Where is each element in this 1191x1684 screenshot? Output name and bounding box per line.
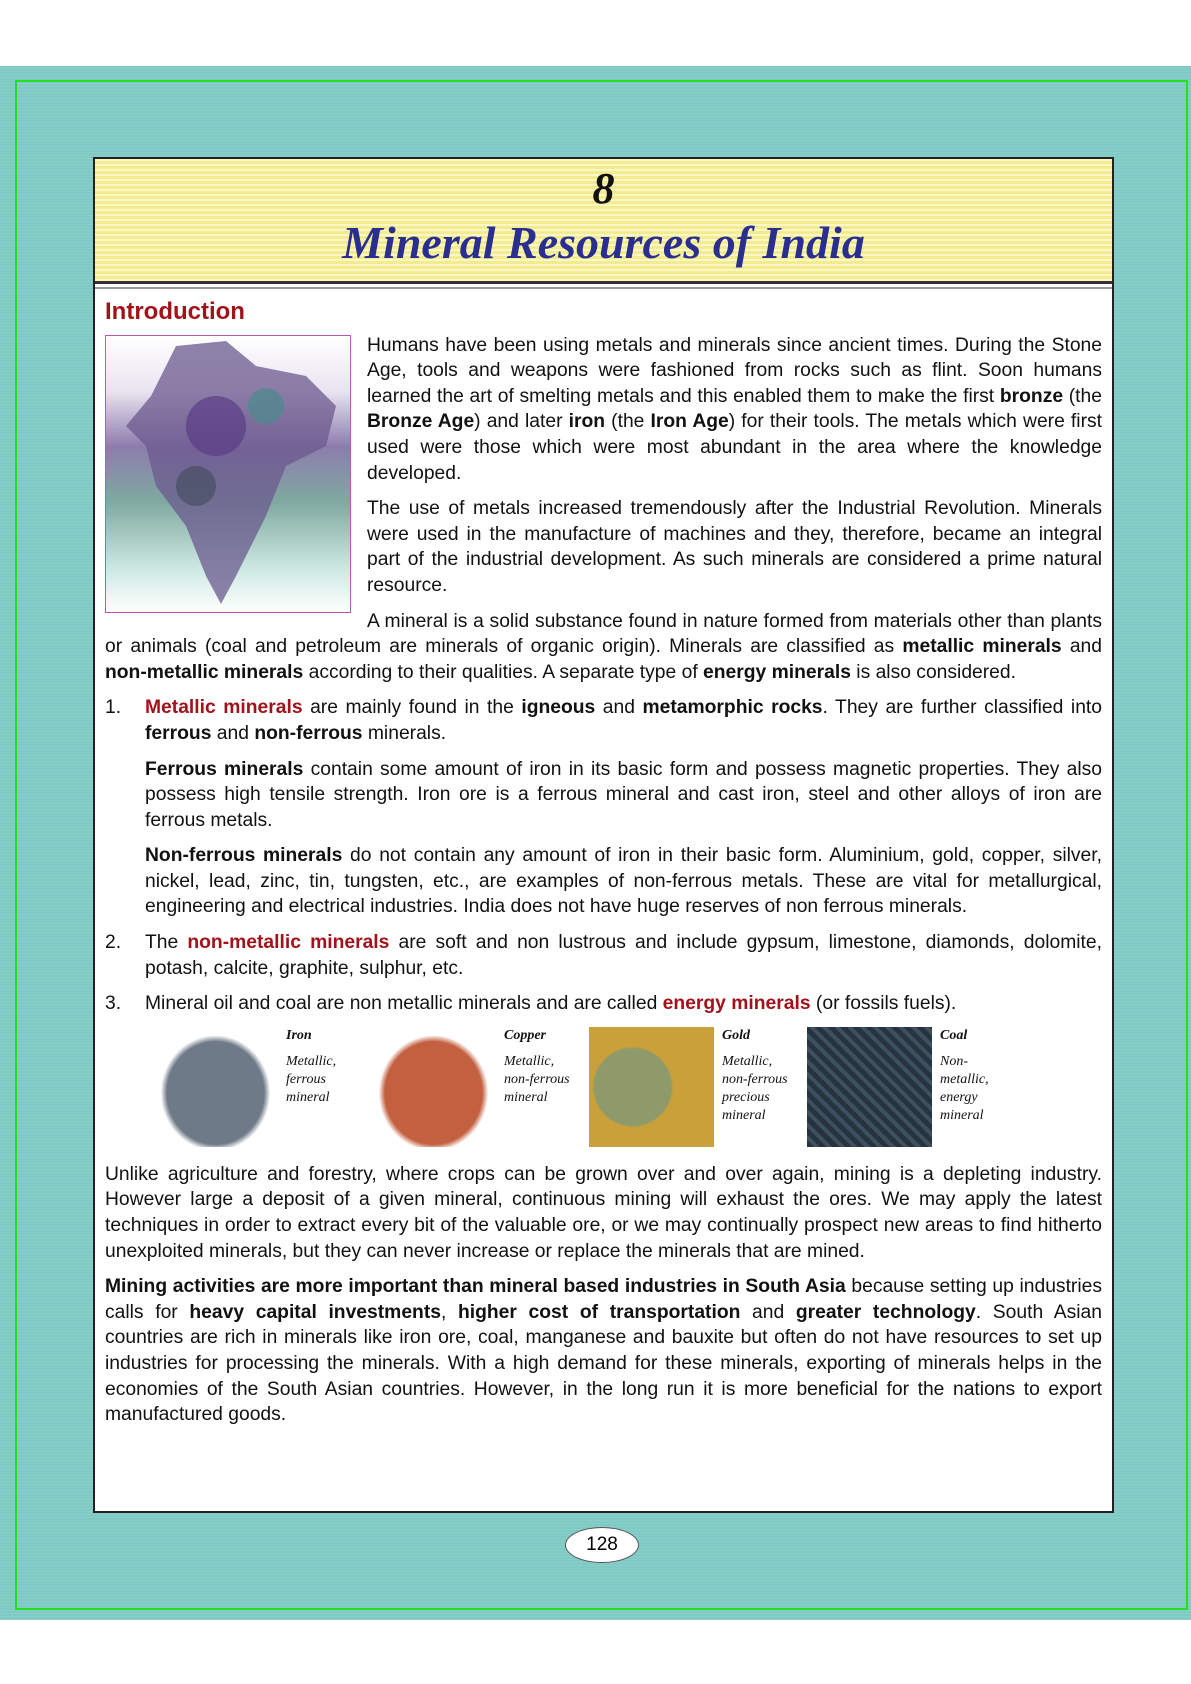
content [95, 289, 1112, 1428]
emphasis-text: metallic minerals [902, 636, 1062, 658]
text-run: and [595, 697, 643, 719]
text-run: are soft and non lustrous and include gypsum, limestone, diamonds, dolomite, potash, calcite, graphite, sulphur, etc. [145, 932, 1102, 979]
emphasis-text: Ferrous minerals [145, 758, 304, 780]
list-item [105, 930, 1102, 981]
text-run: do not contain any amount of iron in their basic form. Aluminium, gold, copper, silver, nickel, lead, zinc, tin, tungsten, etc., are examples of non-ferrous metals. These are vital for metallurgical, engineering and electrical industries. India does not have huge reserves of non ferrous minerals. [145, 845, 1102, 918]
mineral-sample-gold [589, 1027, 797, 1152]
mineral-description: Metallic, ferrous mineral [286, 1053, 337, 1105]
page-number: 128 [565, 1527, 639, 1563]
mineral-name: Iron [286, 1027, 312, 1043]
emphasis-text: Iron Age [650, 411, 729, 433]
paragraph [145, 843, 1102, 920]
emphasis-text: heavy capital investments [189, 1301, 441, 1323]
text-run: contain some amount of iron in its basic form and possess magnetic properties. They also possess high tensile strength. Iron ore is a ferrous mineral and cast iron, steel and other alloys of iron are ferrous metals. [145, 758, 1102, 831]
text-run: and [740, 1301, 796, 1323]
mineral-photo [371, 1027, 496, 1147]
mineral-description: Metallic, non-ferrous precious mineral [722, 1053, 788, 1123]
emphasis-text: bronze [999, 385, 1064, 407]
mineral-name: Copper [504, 1027, 546, 1043]
mineral-photo [807, 1027, 932, 1147]
text-run: is also considered. [850, 661, 1016, 683]
chapter-title: Mineral Resources of India [342, 217, 865, 268]
text-run: , [440, 1301, 458, 1323]
emphasis-text: higher cost of transportation [457, 1301, 741, 1323]
emphasis-text: non-metallic minerals [105, 661, 304, 683]
paragraph [105, 609, 1102, 686]
paragraph [105, 1274, 1102, 1428]
mineral-sample-coal [807, 1027, 1015, 1152]
list-text [145, 991, 1102, 1017]
mineral-photo [153, 1027, 278, 1147]
list-text [145, 695, 1102, 746]
mineral-name: Gold [722, 1027, 750, 1043]
list-number: 1. [105, 697, 122, 719]
emphasis-text: Non-ferrous minerals [145, 845, 343, 867]
text-run: and [1061, 636, 1103, 658]
emphasis-text: energy minerals [703, 661, 851, 683]
text-run: because setting up industries calls for [105, 1276, 1102, 1323]
mineral-description: Non-metallic, energy mineral [940, 1053, 989, 1123]
text-run: and [211, 722, 255, 744]
text-run: Humans have been using metals and minerals since ancient times. During the Stone Age, tools and weapons were fashioned from rocks such as flint. Soon humans learned the art of smelting metals and this enabled them to make the first [367, 334, 1102, 407]
text-run: ) and later [474, 411, 569, 433]
text-run: . They are further classified into [822, 697, 1102, 719]
text-run: A mineral is a solid substance found in nature formed from materials other than plants or animals (coal and petroleum are minerals of organic origin). Minerals are classified as [105, 610, 1102, 658]
india-minerals-map-image [105, 335, 351, 613]
emphasis-text: Metallic minerals [145, 697, 303, 719]
list-number: 2. [105, 932, 122, 954]
mineral-description: Metallic, non-ferrous mineral [504, 1053, 570, 1105]
list-item [105, 991, 1102, 1017]
mineral-samples-row [153, 1027, 1102, 1152]
emphasis-text: ferrous [145, 722, 212, 744]
emphasis-text: greater technology [795, 1301, 976, 1323]
mineral-sample-iron [153, 1027, 361, 1152]
emphasis-text: igneous [521, 697, 596, 719]
list-text [145, 930, 1102, 981]
list-number: 3. [105, 993, 122, 1015]
list-item [105, 695, 1102, 746]
text-run: (the [605, 411, 651, 433]
text-run: Unlike agriculture and forestry, where crops can be grown over and over again, mining is a depleting industry. However large a deposit of a given mineral, continuous mining will exhaust the ores. We may apply the latest techniques in order to extract every bit of the valuable ore, or we may continually prospect new areas to find hitherto unexploited minerals, but they can never increase or replace the minerals that are mined. [105, 1163, 1102, 1262]
text-run: are mainly found in the [302, 697, 522, 719]
emphasis-text: non-ferrous [254, 722, 363, 744]
section-heading: Introduction [105, 298, 245, 325]
mineral-caption [504, 1027, 579, 1152]
page-sheet [93, 157, 1114, 1513]
text-run: The [145, 932, 188, 954]
text-run: (the [1063, 385, 1102, 407]
mineral-photo [589, 1027, 714, 1147]
mineral-caption [940, 1027, 1015, 1152]
emphasis-text: non-metallic minerals [187, 932, 390, 954]
emphasis-text: Mining activities are more important than mineral based industries in South Asia [105, 1276, 846, 1298]
mineral-caption [286, 1027, 361, 1152]
text-run: . South Asian countries are rich in minerals like iron ore, coal, manganese and bauxite but often do not have resources to set up industries for processing the minerals. With a high demand for these minerals, exporting of minerals helps in the economies of the South Asian countries. However, in the long run it is more beneficial for the nations to export manufactured goods. [105, 1301, 1102, 1426]
mineral-sample-copper [371, 1027, 579, 1152]
emphasis-text: metamorphic rocks [642, 697, 823, 719]
text-run: ) for their tools. The metals which were first used were those which were most abundant in the area where the knowledge developed. [367, 411, 1102, 484]
chapter-number: 8 [592, 164, 615, 213]
text-run: The use of metals increased tremendously after the Industrial Revolution. Minerals were used in the manufacture of machines and they, therefore, became an integral part of the industrial development. As such minerals are considered a prime natural resource. [367, 498, 1102, 596]
chapter-header [95, 159, 1112, 284]
text-run: Mineral oil and coal are non metallic minerals and are called [145, 993, 663, 1015]
mineral-caption [722, 1027, 797, 1152]
emphasis-text: iron [568, 411, 606, 433]
text-run: according to their qualities. A separate type of [303, 661, 704, 683]
paragraph [145, 757, 1102, 834]
text-run: (or fossils fuels). [810, 993, 957, 1015]
emphasis-text: Bronze Age [367, 411, 475, 433]
mineral-name: Coal [940, 1027, 968, 1043]
paragraph [105, 1162, 1102, 1264]
text-run: minerals. [362, 722, 447, 744]
emphasis-text: energy minerals [662, 993, 811, 1015]
